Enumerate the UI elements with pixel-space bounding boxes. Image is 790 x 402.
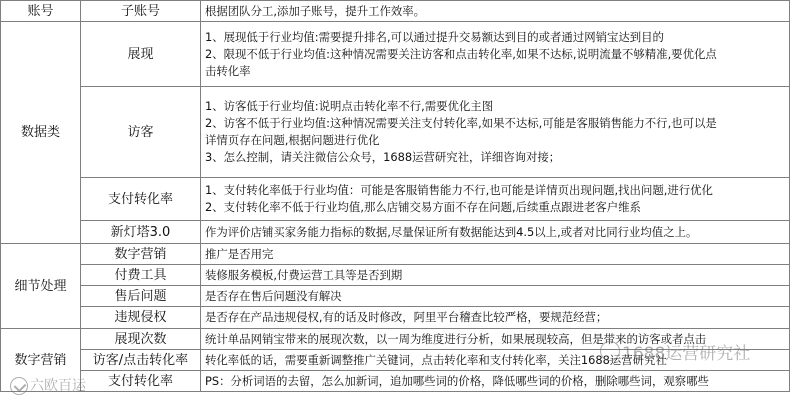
description-cell[interactable] [201, 371, 790, 392]
description-line: 2、支付转化率不低于行业均值,那么店铺交易方面不存在问题,后续重点跟进老客户维系 [205, 200, 641, 214]
category-cell[interactable]: 细节处理 [1, 244, 81, 329]
description-cell[interactable] [201, 307, 790, 329]
description-line: 推广是否用完 [205, 246, 274, 261]
sub-item-cell[interactable]: 付费工具 [81, 265, 201, 286]
table-row [1, 221, 790, 244]
description-line: 转化率低的话，需要重新调整推广关键词，点击转化率和支付转化率，关注1688运营研究社 [205, 352, 667, 367]
table-row [1, 307, 790, 329]
description-line: 是否存在售后问题没有解决 [205, 288, 342, 303]
category-cell[interactable]: 数据类 [1, 22, 81, 244]
table-row [1, 286, 790, 307]
table-row [1, 371, 790, 392]
table-row [1, 87, 790, 178]
description-cell[interactable] [201, 87, 790, 178]
sub-item-cell[interactable]: 售后问题 [81, 286, 201, 307]
category-cell[interactable]: 账号 [1, 1, 81, 22]
watermark-wechat-icon [600, 341, 620, 361]
sub-item-cell[interactable]: 支付转化率 [81, 371, 201, 392]
description-line: 统计单品网销宝带来的展现次数，以一周为维度进行分析，如果展现较高，但是带来的访客或者点击 [205, 331, 707, 346]
description-line: 详情页存在问题,根据问题进行优化 [205, 133, 380, 147]
description-cell[interactable] [201, 22, 790, 87]
description-line: 装修服务模板,付费运营工具等是否到期 [205, 267, 403, 282]
description-line: 根据团队分工,添加子账号，提升工作效率。 [205, 3, 426, 18]
sub-item-cell[interactable]: 新灯塔3.0 [81, 221, 201, 244]
sub-item-cell[interactable]: 访客/点击转化率 [81, 350, 201, 371]
category-cell[interactable]: 数字营销 [1, 329, 81, 392]
description-cell[interactable] [201, 265, 790, 286]
sub-item-cell[interactable]: 支付转化率 [81, 178, 201, 221]
description-line: 作为评价店铺买家务能力指标的数据,尽量保证所有数据能达到4.5以上,或者对比同行业均值之上。 [205, 224, 698, 239]
table-row [1, 329, 790, 350]
description-line: PS：分析词语的去留，怎么加新词，追加哪些词的价格，降低哪些词的价格，删除哪些词，观察哪些 [205, 373, 709, 388]
description-line: 击转化率 [205, 63, 251, 78]
table-row [1, 244, 790, 265]
description-cell[interactable] [201, 1, 790, 22]
watermark-right: 1688运营研究社 [622, 344, 751, 364]
sub-item-cell[interactable]: 违规侵权 [81, 307, 201, 329]
table-row [1, 1, 790, 22]
sub-item-cell[interactable]: 访客 [81, 87, 201, 178]
table-row [1, 265, 790, 286]
sub-item-cell[interactable]: 展现 [81, 22, 201, 87]
description-line: 1、访客低于行业均值:说明点击转化率不行,需要优化主图 [205, 99, 494, 113]
description-line: 是否存在产品违规侵权,有的话及时修改，阿里平台稽查比较严格，要规范经营； [205, 310, 608, 324]
sub-item-cell[interactable]: 数字营销 [81, 244, 201, 265]
description-cell[interactable] [201, 221, 790, 244]
description-line: 1、展现低于行业均值:需要提升排名,可以通过提升交易额达到目的或者通过网销宝达到目的 [205, 29, 664, 44]
description-line: 3、怎么控制，请关注微信公众号，1688运营研究社，详细咨询对接； [205, 150, 561, 164]
description-line: 2、访客不低于行业均值:这种情况需要关注支付转化率,如果不达标,可能是客服销售能力不行,也可以是 [205, 116, 717, 130]
description-line: 1、支付转化率低于行业均值：可能是客服销售能力不行,也可能是详情页出现问题,找出问题,进行优化 [205, 183, 713, 197]
table-row [1, 22, 790, 87]
description-cell[interactable] [201, 350, 790, 371]
table-row [1, 178, 790, 221]
watermark-logo-icon [10, 377, 28, 395]
sub-item-cell[interactable]: 展现次数 [81, 329, 201, 350]
sub-item-cell[interactable]: 子账号 [81, 1, 201, 22]
description-cell[interactable] [201, 244, 790, 265]
description-cell[interactable] [201, 286, 790, 307]
description-cell[interactable] [201, 178, 790, 221]
watermark-bottom-left: 六欧百运 [30, 378, 86, 394]
description-cell[interactable] [201, 329, 790, 350]
description-line: 2、限现不低于行业均值:这种情况需要关注访客和点击转化率,如果不达标,说明流量不够精准,要优化点 [205, 46, 717, 61]
table-row [1, 350, 790, 371]
